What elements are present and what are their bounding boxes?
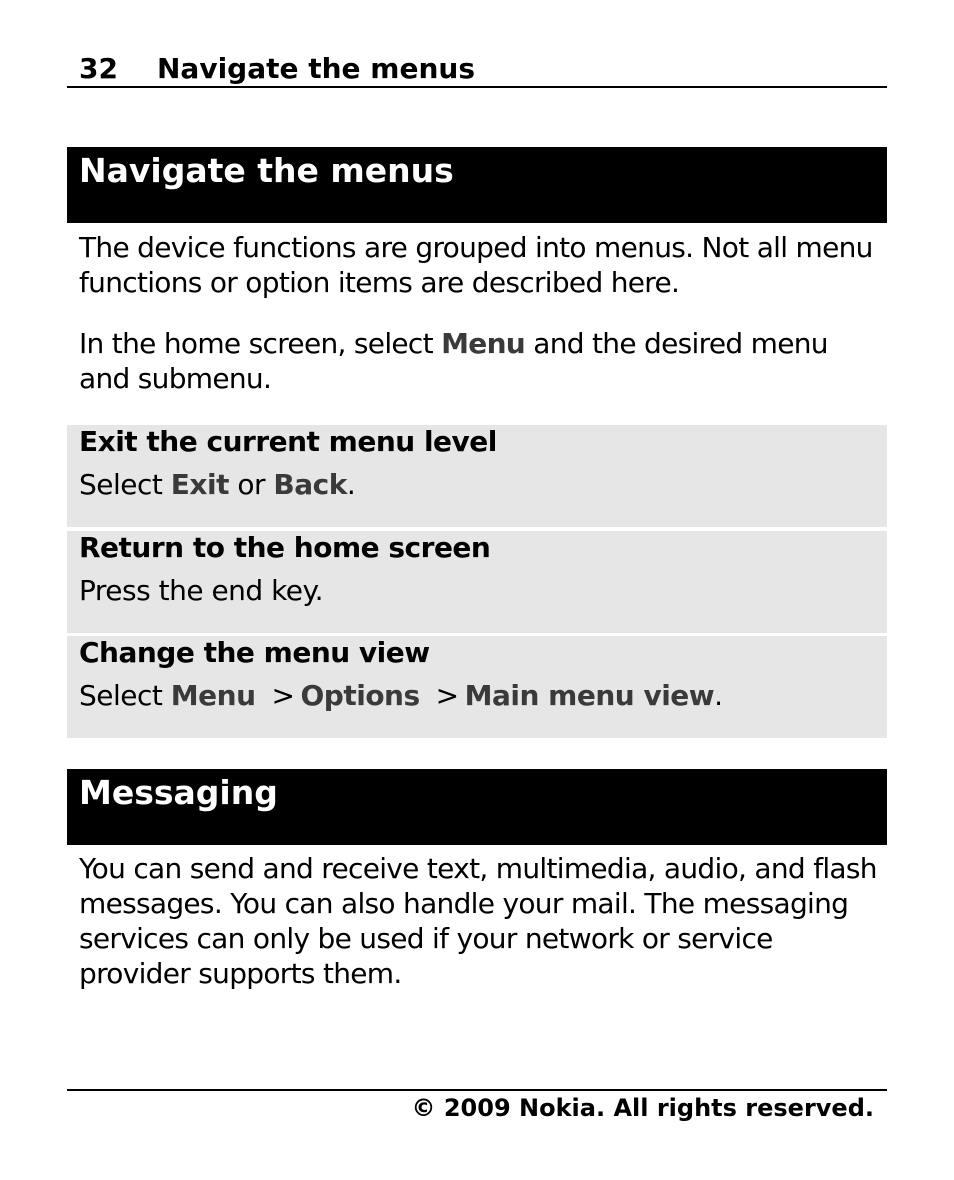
running-title: Navigate the menus	[157, 52, 475, 85]
intro-paragraph: The device functions are grouped into menus. Not all menu functions or option items are described here.	[79, 231, 873, 299]
tip-title: Change the menu view	[79, 636, 430, 669]
tip-text: .	[346, 468, 356, 501]
section-heading-messaging	[67, 769, 887, 845]
page-number: 32	[79, 52, 118, 85]
footer-rule	[67, 1089, 887, 1091]
messaging-paragraph: You can send and receive text, multimedia, audio, and flash messages. You can also handle your mail. The messaging services can only be used if your network or service provider supports them.	[79, 852, 877, 990]
para-text: In the home screen, select	[79, 327, 442, 360]
tip-title: Exit the current menu level	[79, 425, 497, 458]
ui-term-menu: Menu	[170, 679, 256, 712]
para-text: and the desired menu and submenu.	[79, 327, 828, 395]
section-heading-navigate	[67, 147, 887, 223]
tip-return-home	[67, 531, 887, 633]
section-heading-text: Navigate the menus	[79, 151, 454, 190]
section-heading-text: Messaging	[79, 773, 278, 812]
ui-term-main-menu-view: Main menu view	[464, 679, 715, 712]
tip-text: Select	[79, 468, 171, 501]
path-separator: >	[271, 679, 295, 712]
ui-term-options: Options	[300, 679, 420, 712]
copyright-notice: © 2009 Nokia. All rights reserved.	[411, 1094, 874, 1122]
tip-text: .	[714, 679, 723, 712]
ui-term-exit: Exit	[170, 468, 229, 501]
tip-body	[79, 679, 723, 712]
ui-term-back: Back	[273, 468, 347, 501]
home-screen-paragraph	[79, 326, 879, 396]
tip-body	[79, 468, 355, 501]
tip-exit-menu-level	[67, 425, 887, 527]
tip-title: Return to the home screen	[79, 531, 491, 564]
tip-change-menu-view	[67, 636, 887, 738]
ui-term-menu: Menu	[441, 327, 526, 360]
page-header	[67, 50, 887, 88]
tip-text: or	[228, 468, 274, 501]
tip-text: Select	[79, 679, 171, 712]
tip-body: Press the end key.	[79, 574, 324, 607]
path-separator: >	[435, 679, 459, 712]
